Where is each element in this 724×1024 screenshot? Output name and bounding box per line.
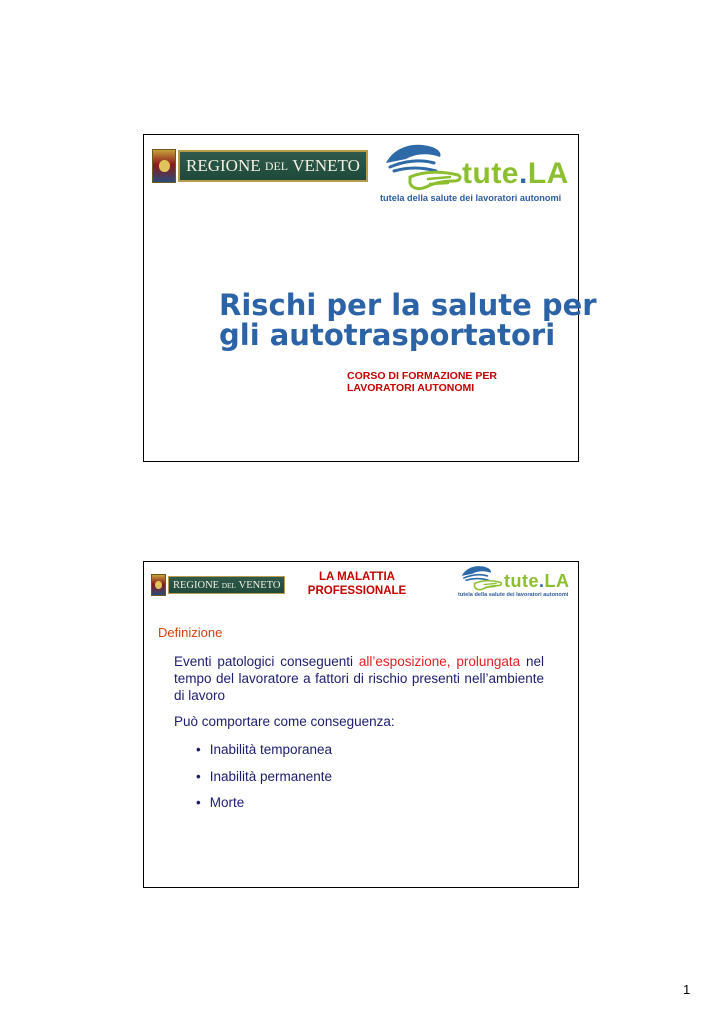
page-number: 1 xyxy=(683,982,691,997)
slide-heading: LA MALATTIA PROFESSIONALE xyxy=(307,571,407,597)
tutela-wordmark: tute.LA xyxy=(462,157,569,190)
regione-veneto-logo xyxy=(152,149,368,183)
hands-icon xyxy=(380,137,464,193)
consequence-intro: Può comportare come conseguenza: xyxy=(174,714,395,729)
definition-text: Eventi patologici conseguenti all’esposizione, prolungata nel tempo del lavoratore a fattori di rischio presenti nell’ambiente di lavoro xyxy=(174,654,544,703)
tutela-tagline: tutela della salute dei lavoratori autonomi xyxy=(458,592,569,598)
tutela-logo xyxy=(458,562,578,602)
slide-title xyxy=(143,134,597,462)
list-item: • Inabilità temporanea xyxy=(196,742,332,769)
hands-icon xyxy=(458,562,504,592)
highlighted-text: all’esposizione, prolungata xyxy=(358,654,521,669)
tutela-tagline: tutela della salute dei lavoratori autonomi xyxy=(380,193,562,203)
regione-veneto-logo xyxy=(151,574,285,596)
slide-title-text xyxy=(219,290,597,350)
list-item: • Morte xyxy=(196,795,332,822)
title-line: gli autotrasportatori xyxy=(219,318,556,352)
definition-label: Definizione xyxy=(158,625,223,640)
slide-malattia-professionale xyxy=(143,561,579,888)
veneto-crest-icon xyxy=(152,149,176,183)
course-subtitle: CORSO DI FORMAZIONE PER LAVORATORI AUTONOMI xyxy=(347,370,497,394)
regione-veneto-wordmark: REGIONE DEL VENETO xyxy=(178,150,368,182)
veneto-crest-icon xyxy=(151,574,166,596)
title-line: Rischi per la salute per xyxy=(219,288,597,322)
regione-veneto-wordmark: REGIONE DEL VENETO xyxy=(168,576,285,594)
list-item: • Inabilità permanente xyxy=(196,769,332,796)
consequence-list xyxy=(196,742,332,822)
tutela-logo xyxy=(380,137,576,211)
tutela-wordmark: tute.LA xyxy=(504,571,570,591)
